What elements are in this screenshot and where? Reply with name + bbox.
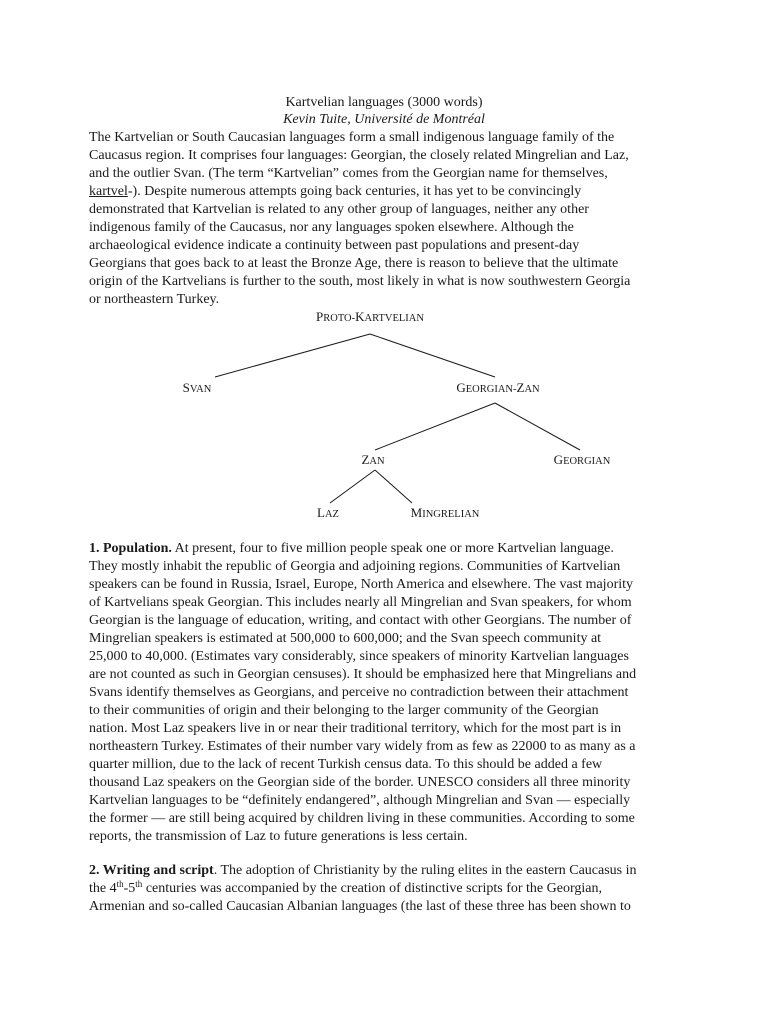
century-text: -5 bbox=[123, 881, 136, 896]
section-writing-line-1 bbox=[89, 862, 689, 880]
intro-line: Georgians that goes back to at least the Bronze Age, there is reason to believe that the ultimate bbox=[89, 256, 619, 271]
century-text: the 4 bbox=[89, 881, 117, 896]
node-mingrelian: MINGRELIAN bbox=[410, 505, 480, 520]
ordinal-suffix: th bbox=[116, 879, 124, 889]
edge-georgian-zan-georgian bbox=[495, 403, 580, 450]
intro-line: or northeastern Turkey. bbox=[89, 292, 220, 307]
population-line: speakers can be found in Russia, Israel, Europe, North America and elsewhere. The vast majority bbox=[89, 577, 634, 592]
intro-line: indigenous family of the Caucasus, nor any languages spoken elsewhere. Although the bbox=[89, 220, 574, 235]
section-writing-and-script bbox=[89, 862, 689, 916]
section-writing-heading: 2. Writing and script bbox=[89, 863, 214, 878]
edge-zan-laz bbox=[330, 470, 375, 503]
section-population-heading: 1. Population. bbox=[89, 541, 172, 556]
document-author: Kevin Tuite, Université de Montréal bbox=[283, 112, 485, 127]
population-line: of Kartvelians speak Georgian. This includes nearly all Mingrelian and Svan speakers, for whom bbox=[89, 595, 632, 610]
intro-line: The Kartvelian or South Caucasian languages form a small indigenous language family of the bbox=[89, 130, 615, 145]
population-line: Mingrelian speakers is estimated at 500,000 to 600,000; and the Svan speech community at bbox=[89, 631, 602, 646]
population-line: quarter million, due to the lack of recent Turkish census data. To this should be added a few bbox=[89, 757, 603, 772]
edge-root-svan bbox=[215, 334, 370, 377]
kartvel-term: kartvel bbox=[89, 184, 128, 199]
intro-line-4-rest: -). Despite numerous attempts going back centuries, it has yet to be convincingly bbox=[127, 184, 582, 199]
population-line: Svans identify themselves as Georgians, and perceive no contradiction between their attachment bbox=[89, 685, 629, 700]
intro-line: archaeological evidence indicate a continuity between past populations and present-day bbox=[89, 238, 580, 253]
node-georgian-zan: GEORGIAN-ZAN bbox=[456, 380, 540, 395]
population-line: They mostly inhabit the republic of Georgia and adjoining regions. Communities of Kartvelian bbox=[89, 559, 621, 574]
intro-line: demonstrated that Kartvelian is related to any other group of languages, neither any other bbox=[89, 202, 589, 217]
section-writing-line-2 bbox=[89, 880, 689, 898]
population-line: reports, the transmission of Laz to future generations is less certain. bbox=[89, 829, 468, 844]
section-population bbox=[89, 540, 689, 846]
node-zan: ZAN bbox=[361, 452, 385, 467]
intro-line: and the outlier Svan. (The term “Kartvelian” comes from the Georgian name for themselves, bbox=[89, 166, 608, 181]
intro-line: origin of the Kartvelians is further to the south, most likely in what is now southwestern Georgia bbox=[89, 274, 631, 289]
document-title: Kartvelian languages (3000 words) bbox=[285, 95, 483, 110]
section-population-line-1 bbox=[89, 540, 689, 558]
node-svan: SVAN bbox=[182, 380, 212, 395]
node-laz: LAZ bbox=[317, 505, 339, 520]
population-line: northeastern Turkey. Estimates of their number vary widely from as few as 22000 to as many as a bbox=[89, 739, 636, 754]
ordinal-suffix: th bbox=[135, 879, 143, 889]
population-line: thousand Laz speakers on the Georgian side of the border. UNESCO considers all three minority bbox=[89, 775, 631, 790]
section-writing-line-1-rest: . The adoption of Christianity by the ruling elites in the eastern Caucasus in bbox=[213, 863, 637, 878]
population-line: Georgian is the language of education, writing, and contact with other Georgians. The number of bbox=[89, 613, 632, 628]
section-writing-line-3: Armenian and so-called Caucasian Albanian languages (the last of these three has been shown to bbox=[89, 899, 631, 914]
population-line: nation. Most Laz speakers live in or near their traditional territory, which for the most part is in bbox=[89, 721, 622, 736]
edge-zan-mingrelian bbox=[375, 470, 412, 503]
population-line: are not counted as such in Georgian censuses). It should be emphasized here that Mingrelians and bbox=[89, 667, 637, 682]
section-writing-line-2-rest: centuries was accompanied by the creation of distinctive scripts for the Georgian, bbox=[142, 881, 602, 896]
node-proto-kartvelian: PROTO-KARTVELIAN bbox=[316, 309, 424, 324]
edge-root-georgian-zan bbox=[370, 334, 495, 377]
edge-georgian-zan-zan bbox=[375, 403, 495, 450]
population-line: the former — are still being acquired by children living in these communities. According to some bbox=[89, 811, 635, 826]
population-line: 25,000 to 40,000. (Estimates vary considerably, since speakers of minority Kartvelian languages bbox=[89, 649, 629, 664]
node-georgian: GEORGIAN bbox=[553, 452, 611, 467]
section-population-line-1-rest: At present, four to five million people speak one or more Kartvelian language. bbox=[171, 541, 614, 556]
population-line: to their communities of origin and their belonging to the larger community of the Georgian bbox=[89, 703, 599, 718]
intro-line: Caucasus region. It comprises four languages: Georgian, the closely related Mingrelian and Laz, bbox=[89, 148, 629, 163]
population-line: Kartvelian languages to be “definitely endangered”, although Mingrelian and Svan — especially bbox=[89, 793, 631, 808]
